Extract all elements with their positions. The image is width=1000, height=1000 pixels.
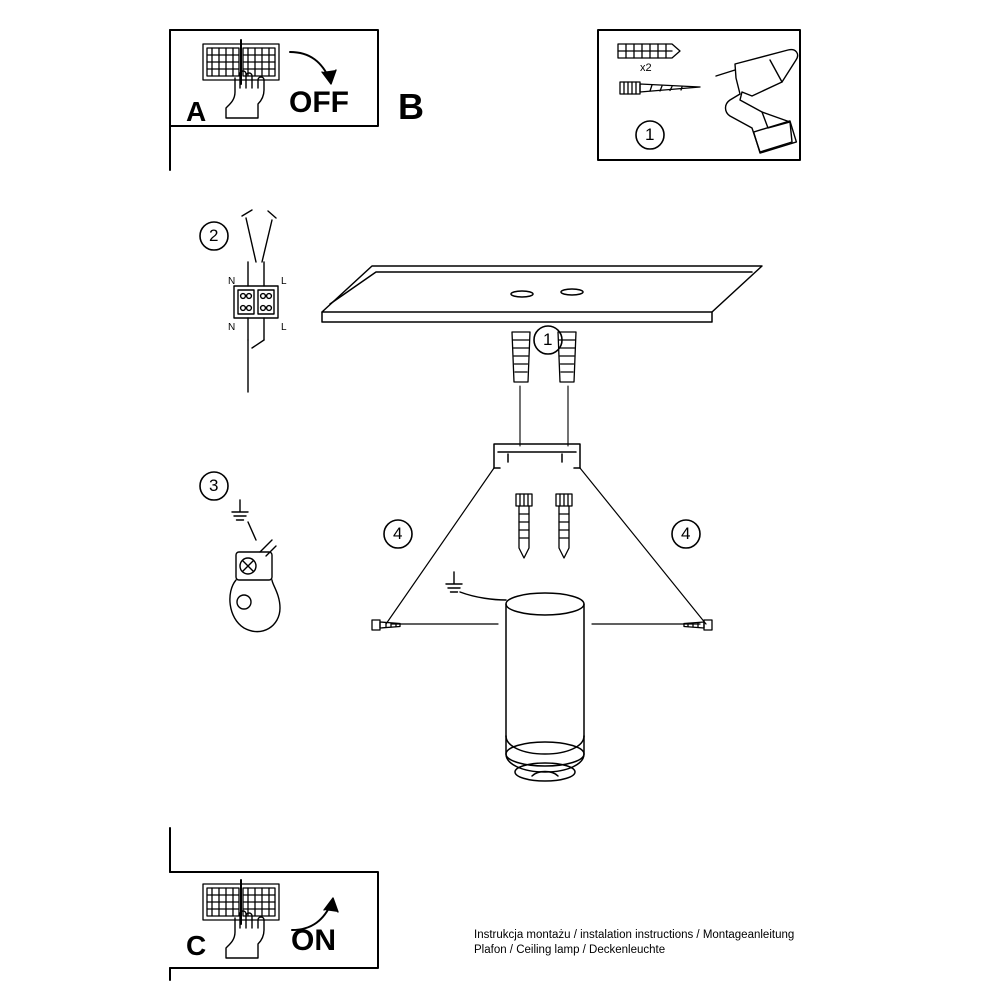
ceiling-dowel-right-icon: [558, 332, 576, 382]
panel-a-switch-icon: [203, 40, 279, 84]
set-screw-left-icon: [372, 620, 400, 630]
earth-symbol-lamp-icon: [446, 572, 506, 600]
footer-line-2: Plafon / Ceiling lamp / Deckenleuchte: [474, 944, 666, 956]
step-c-action-label: ON: [291, 924, 336, 957]
panel-c-hand-icon: [226, 911, 264, 958]
terminal-label-l-bottom: L: [281, 322, 287, 333]
alignment-lines: [520, 386, 568, 446]
set-screw-right-icon: [684, 620, 712, 630]
callout-1-ceiling-label: 1: [543, 330, 553, 349]
panel-parts-frame: [598, 30, 800, 160]
terminal-label-l-top: L: [281, 276, 287, 287]
mounting-bracket-icon: [494, 444, 580, 468]
power-drill-icon: [716, 50, 798, 153]
screw-icon: [620, 82, 700, 94]
panel-c-switch-icon: [203, 880, 279, 924]
callout-4-left-label: 4: [393, 524, 403, 543]
panel-a-arrow-down-icon: [290, 52, 336, 84]
bracket-screw-right-icon: [556, 494, 572, 558]
bracket-screw-left-icon: [516, 494, 532, 558]
step-a-action-label: OFF: [289, 86, 349, 119]
callout-2-label: 2: [209, 226, 219, 245]
callout-3-label: 3: [209, 476, 219, 495]
wall-plug-qty-label: x2: [640, 62, 652, 74]
step-a-letter: A: [186, 96, 207, 127]
step-c-letter: C: [186, 930, 207, 961]
step-b-letter: B: [398, 86, 424, 127]
terminal-label-n-bottom: N: [228, 322, 236, 333]
earth-symbol-3-icon: [232, 500, 248, 520]
terminal-block-icon: [234, 210, 278, 392]
callout-1-parts-label: 1: [645, 125, 655, 144]
assembly-guide-lines: [386, 468, 706, 624]
ceiling-dowel-left-icon: [512, 332, 530, 382]
ceiling-plate-icon: [322, 266, 762, 322]
wall-plug-icon: [618, 44, 680, 58]
callout-4-right-label: 4: [681, 524, 691, 543]
cylinder-ceiling-lamp-icon: [506, 593, 584, 781]
panel-a-hand-icon: [226, 71, 264, 118]
footer-line-1: Instrukcja montażu / instalation instructions / Montageanleitung: [474, 929, 795, 941]
cable-clamp-icon: [230, 522, 280, 632]
terminal-label-n-top: N: [228, 276, 236, 287]
